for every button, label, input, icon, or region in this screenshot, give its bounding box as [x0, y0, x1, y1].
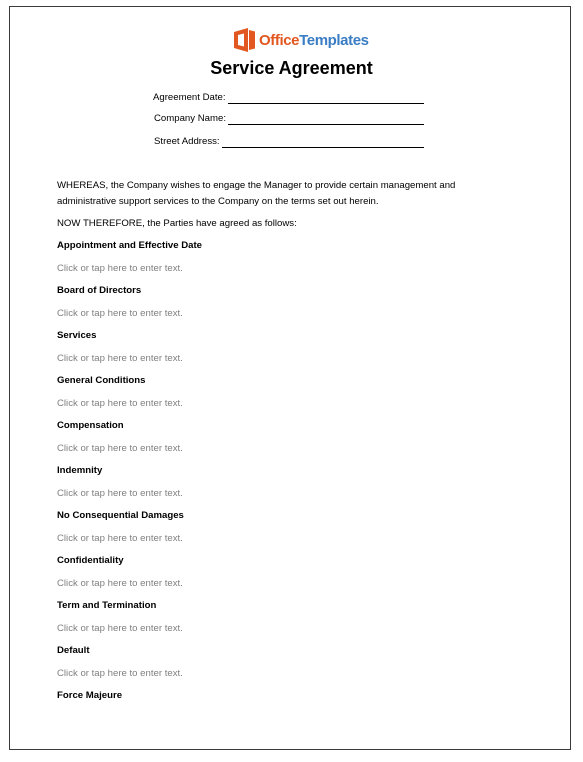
section-placeholder[interactable]: Click or tap here to enter text.: [57, 308, 183, 319]
section-heading: Default: [57, 645, 90, 656]
section-heading: Board of Directors: [57, 285, 142, 296]
company-name-label: Company Name:: [154, 113, 226, 124]
company-name-field[interactable]: [154, 113, 424, 125]
section-heading: General Conditions: [57, 375, 146, 386]
section-heading: Force Majeure: [57, 690, 123, 701]
office-templates-logo: [233, 27, 369, 53]
agreement-date-label: Agreement Date:: [153, 92, 226, 103]
section-heading: Services: [57, 330, 97, 341]
section-heading: Term and Termination: [57, 600, 157, 611]
section-placeholder[interactable]: Click or tap here to enter text.: [57, 398, 183, 409]
logo-brand-office: Office: [259, 31, 300, 49]
section-placeholder[interactable]: Click or tap here to enter text.: [57, 668, 183, 679]
street-address-line[interactable]: [222, 137, 424, 148]
section-placeholder[interactable]: Click or tap here to enter text.: [57, 443, 183, 454]
whereas-paragraph: WHEREAS, the Company wishes to engage the Manager to provide certain management and administrative support services to the Company on the terms set out herein.: [57, 180, 456, 207]
section-heading: Confidentiality: [57, 555, 124, 566]
section-heading: Appointment and Effective Date: [57, 240, 202, 251]
agreement-date-line[interactable]: [228, 93, 424, 104]
agreement-date-field[interactable]: [153, 92, 424, 104]
street-address-field[interactable]: [154, 136, 424, 148]
section-placeholder[interactable]: Click or tap here to enter text.: [57, 578, 183, 589]
section-placeholder[interactable]: Click or tap here to enter text.: [57, 623, 183, 634]
now-therefore-paragraph: NOW THEREFORE, the Parties have agreed as follows:: [57, 218, 297, 229]
logo-brand-templates: Templates: [299, 31, 369, 49]
section-placeholder[interactable]: Click or tap here to enter text.: [57, 533, 183, 544]
document-title: Service Agreement: [210, 58, 373, 78]
section-placeholder[interactable]: Click or tap here to enter text.: [57, 488, 183, 499]
section-placeholder[interactable]: Click or tap here to enter text.: [57, 263, 183, 274]
section-heading: Compensation: [57, 420, 124, 431]
office-logo-icon: [233, 27, 257, 53]
section-heading: No Consequential Damages: [57, 510, 184, 521]
logo-text: [259, 33, 369, 48]
section-heading: Indemnity: [57, 465, 103, 476]
company-name-line[interactable]: [228, 114, 424, 125]
street-address-label: Street Address:: [154, 136, 220, 147]
section-placeholder[interactable]: Click or tap here to enter text.: [57, 353, 183, 364]
